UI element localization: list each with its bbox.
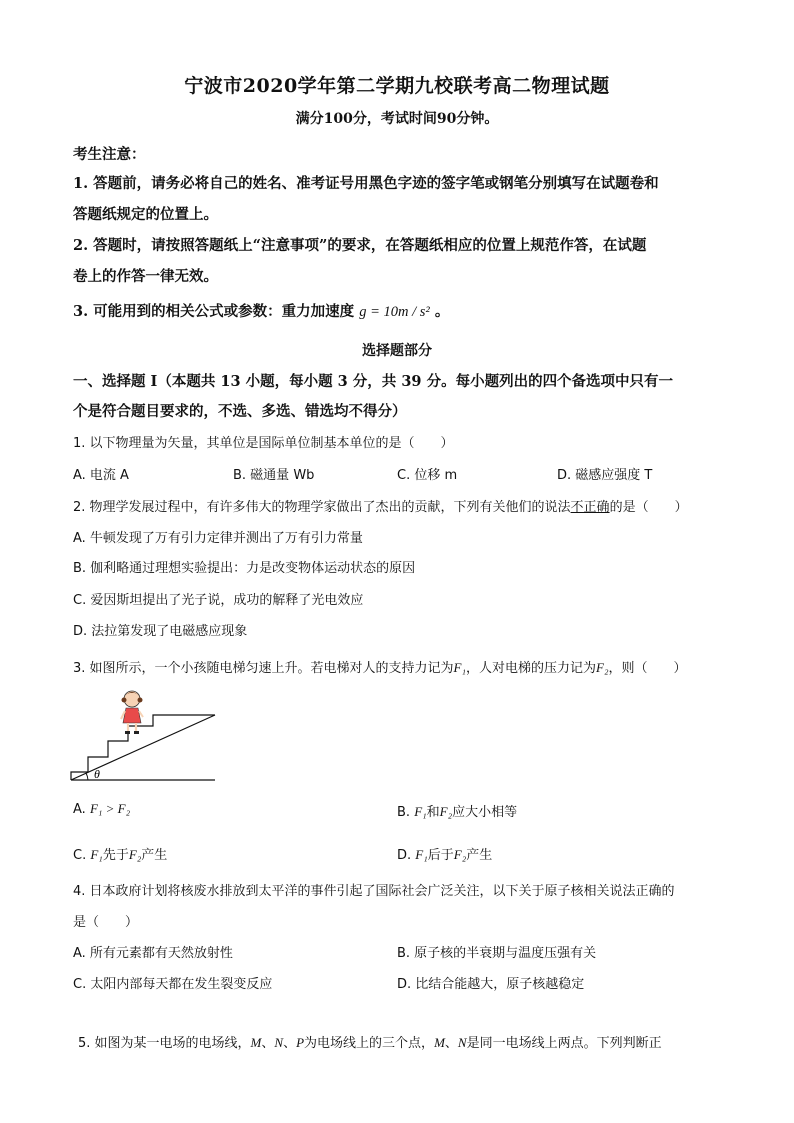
q5-sep-1: 、 [261,1036,275,1051]
q3-f1-symbol: F₁ [453,660,467,675]
q2-option-d: D. 法拉第发现了电磁感应现象 [73,624,248,639]
q3-option-d [397,844,492,863]
q5-point-n-2: N [457,1035,467,1050]
q4-option-c: C. 太阳内部每天都在发生裂变反应 [73,977,273,992]
q5-sep-2: 、 [283,1036,297,1051]
q4-option-d: D. 比结合能越大，原子核越稳定 [397,977,585,992]
q1-option-b: B. 磁通量 Wb [233,468,315,483]
q5-point-n: N [274,1035,284,1050]
q3-stem [73,657,687,676]
child-figure [121,691,143,734]
q2-option-b: B. 伽利略通过理想实验提出：力是改变物体运动状态的原因 [73,561,416,576]
q5-point-p: P [296,1035,305,1050]
q4-option-a: A. 所有元素都有天然放射性 [73,946,233,961]
q2-option-a: A. 牛顿发现了万有引力定律并测出了万有引力常量 [73,531,363,546]
q5-stem-mid: 为电场线上的三个点， [304,1036,435,1051]
q3-option-a-formula: F₁ > F₂ [89,801,131,816]
q3-option-d-f2: F₂ [453,847,467,862]
q2-stem-pre: 2. 物理学发展过程中，有许多伟大的物理学家做出了杰出的贡献，下列有关他们的说法 [73,500,571,515]
q3-option-c [73,844,167,863]
q3-f2-symbol: F₂ [596,660,609,675]
q3-option-a [73,801,130,817]
q3-option-c-post: 产生 [141,848,168,863]
q3-stem-post: ，则（ ） [608,661,687,676]
q3-option-c-f1: F₁ [90,847,103,862]
notice-item-3-prefix: 3. 可能用到的相关公式或参数：重力加速度 [73,303,355,320]
q3-option-d-f1: F₁ [415,847,428,862]
q1-option-c: C. 位移 m [397,468,458,483]
page-subtitle: 满分100分，考试时间90分钟。 [295,111,499,127]
notice-item-3 [73,300,449,321]
q1-stem: 1. 以下物理量为矢量，其单位是国际单位制基本单位的是（ ） [73,436,454,451]
q3-option-d-post: 产生 [466,848,493,863]
q3-option-b-label: B. [397,805,415,820]
q3-option-c-f2: F₂ [128,847,142,862]
notice-item-1-line-2: 答题纸规定的位置上。 [73,206,218,223]
q4-stem-line-1: 4. 日本政府计划将核废水排放到太平洋的事件引起了国际社会广泛关注，以下关于原子核相关说法正确的 [73,884,675,899]
q2-stem-underlined: 不正确 [570,500,610,515]
part1-instructions-line-2: 个是符合题目要求的，不选、多选、错选均不得分） [73,403,407,420]
q3-option-b [397,801,517,820]
q3-option-d-mid: 后于 [427,848,454,863]
q3-stem-pre: 3. 如图所示，一个小孩随电梯匀速上升。若电梯对人的支持力记为 [73,661,454,676]
q3-option-b-post: 应大小相等 [452,805,518,820]
q1-option-d: D. 磁感应强度 T [557,468,653,483]
q3-option-c-mid: 先于 [102,848,129,863]
notice-item-3-suffix: 。 [434,303,450,320]
notice-item-2-line-2: 卷上的作答一律无效。 [73,268,218,285]
q5-stem-post: 是同一电场线上两点。下列判断正 [466,1036,662,1051]
notice-heading: 考生注意： [73,146,146,163]
q5-stem-pre: 5. 如图为某一电场的电场线， [78,1036,251,1051]
section-title: 选择题部分 [362,343,432,359]
q3-option-c-label: C. [73,848,91,863]
q3-option-d-label: D. [397,848,416,863]
q5-point-m-2: M [434,1035,445,1050]
q2-option-c: C. 爱因斯坦提出了光子说，成功的解释了光电效应 [73,593,364,608]
q3-option-b-f2: F₂ [439,804,453,819]
part1-instructions-line-1: 一、选择题 I（本题共 13 小题，每小题 3 分，共 39 分。每小题列出的四个备选项中只有一 [73,373,674,390]
q3-option-b-mid: 和 [426,805,440,820]
angle-theta-label: θ [94,767,100,781]
q3-option-b-f1: F₁ [414,804,427,819]
q5-point-m: M [250,1035,262,1050]
q2-stem-post: 的是（ ） [609,500,688,515]
page-title: 宁波市2020学年第二学期九校联考高二物理试题 [184,75,610,97]
notice-item-2-line-1: 2. 答题时，请按照答题纸上“注意事项”的要求，在答题纸相应的位置上规范作答，在试题 [73,237,647,254]
q3-option-a-label: A. [73,802,90,817]
q2-stem [73,496,688,515]
gravity-formula: g = 10m / s² [359,304,430,320]
q5-stem [78,1032,662,1051]
notice-item-1-line-1: 1. 答题前，请务必将自己的姓名、准考证号用黑色字迹的签字笔或钢笔分别填写在试题卷和 [73,175,659,192]
q4-option-b: B. 原子核的半衰期与温度压强有关 [397,946,597,961]
q3-stem-mid: ，人对电梯的压力记为 [466,661,597,676]
q4-stem-line-2: 是（ ） [73,915,139,930]
q5-sep-3: 、 [444,1036,458,1051]
escalator-incline-line [71,715,215,780]
q1-option-a: A. 电流 A [73,468,129,483]
escalator-figure [68,685,220,785]
angle-arc [86,773,88,780]
